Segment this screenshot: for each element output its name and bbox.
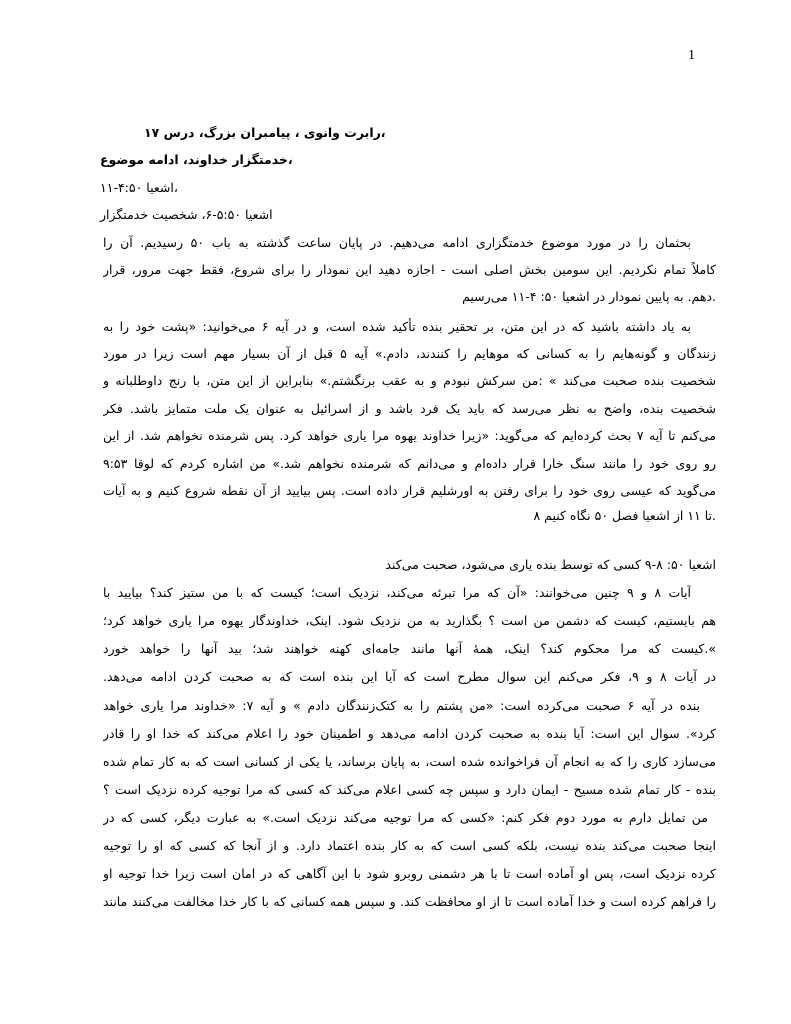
paragraph-line: می‌سازد کاری را که به انجام آن فراخوانده شده است، به پایان برساند، یا یکی از کسانی است که به کار تمام شده	[103, 754, 716, 769]
section-heading: اشعیا ۵۰: ۸-۹ کسی که توسط بنده یاری می‌شود، صحبت می‌کند	[385, 557, 716, 572]
paragraph-line: .تا ۱۱ از اشعیا فصل ۵۰ نگاه کنیم ۸	[533, 508, 716, 523]
section-heading: اشعیا ۵:۵۰-۶، شخصیت خدمتگزار	[100, 207, 273, 222]
paragraph-line: در آیات ۸ و ۹، فکر می‌کنم این سوال مطرح است که آیا این بنده است که به صحبت کردن ادامه می‌دهد.	[103, 669, 716, 684]
paragraph-line: ».کیست که مرا محکوم کند؟ اینک، همهٔ آنها مانند جامه‌ای کهنه خواهند شد؛ بید آنها را خواهد خورد	[103, 641, 716, 656]
paragraph-line: بنده در آیه ۶ صحبت می‌کرده است: «من پشتم را به کتک‌زنندگان دادم » و آیه ۷: «خداوند مرا یاری خواهد	[103, 698, 700, 713]
paragraph-line: آیات ۸ و ۹ چنین می‌خوانند: «آن که مرا تبرئه می‌کند، نزدیک است؛ کیست که با من ستیز کند؟ بیایید با	[103, 585, 691, 600]
document-subtitle: ،خدمتگزار خداوند، ادامه موضوع	[100, 152, 293, 167]
paragraph-line: شخصیت بنده صحبت می‌کند » :من سرکش نبودم و به عقب برنگشتم.» بنابراین از این متن، با رنج داوطلبانه و	[103, 373, 716, 388]
paragraph-line: کرده نزدیک است، پس او آماده است تا با هر دشمنی روبرو شود با این آگاهی که در امان است زیرا خدا توجیه او	[103, 866, 716, 881]
document-title: ،رابرت وانوی ، پیامبران بزرگ، درس ۱۷	[144, 125, 386, 140]
paragraph-line: من تمایل دارم به مورد دوم فکر کنم: «کسی که مرا توجیه می‌کند نزدیک است.» به عبارت دیگر، کسی که در	[103, 810, 708, 825]
paragraph-line: می‌گوید که عیسی روی خود را برای رفتن به اورشلیم قرار داده است. پس بیایید از آن نقطه شروع کنیم و به آیات	[103, 483, 716, 498]
paragraph-line: شخصیت بنده، واضح به نظر می‌رسد که باید یک فرد باشد و از اسرائیل به عنوان یک ملت متمایز باشد. فکر	[103, 401, 716, 416]
paragraph-line: را فراهم کرده است و خدا آماده است تا از او محافظت کند. و سپس همه کسانی که با کار خدا مخالفت می‌کنند مانند	[103, 894, 716, 909]
paragraph-line: کاملاً تمام نکردیم. این سومین بخش اصلی است - اجازه دهید این نمودار را برای شروع، فقط جهت مرور، قرار	[103, 262, 716, 277]
paragraph-line: بحثمان را در مورد موضوع خدمتگزاری ادامه می‌دهیم. در پایان ساعت گذشته به باب ۵۰ رسیدیم. آن را	[103, 235, 691, 250]
paragraph-line: رو روی خود را مانند سنگ خارا قرار داده‌ام و می‌دانم که شرمنده نخواهم شد.» من اشاره کردم که لوقا ۹:۵۳	[103, 456, 716, 471]
paragraph-line: اینجا صحبت می‌کند بنده نیست، بلکه کسی است که به کار بنده اعتماد دارد. و از آنجا که کسی که او را توجیه	[103, 838, 716, 853]
paragraph-line: به یاد داشته باشید که در این متن، بر تحقیر بنده تأکید شده است، و در آیه ۶ می‌خوانید: «پشت خود را به	[103, 319, 691, 334]
paragraph-line: زنندگان و گونه‌هایم را به کسانی که موهایم را کنندند، دادم.» آیه ۵ قبل از آن بسیار مهم است زیرا در مورد	[103, 346, 716, 361]
paragraph-line: بنده - کار تمام شده مسیح - ایمان دارد و سپس چه کسی اعلام می‌کند که کسی که مرا توجیه کرده نزدیک است ؟	[103, 782, 716, 797]
paragraph-line: .دهم. به پایین نمودار در اشعیا ۵۰: ۴-۱۱ می‌رسیم	[462, 289, 716, 304]
paragraph-line: کرد». سوال این است: آیا بنده به صحبت کردن ادامه می‌دهد و اطمینان خود را اعلام می‌کند که خدا او را قادر	[103, 726, 716, 741]
page-number: 1	[688, 48, 695, 63]
paragraph-line: هم بایستیم، کیست که دشمن من است ؟ بگذارید به من نزدیک شود. اینک، خداوندگار یهوه مرا یاری خواهد کرد؛	[103, 613, 716, 628]
passage-reference: ،اشعیا ۴:۵۰-۱۱	[100, 180, 178, 195]
paragraph-line: می‌کنم تا آیه ۷ بحث کرده‌ایم که می‌گوید: «زیرا خداوند یهوه مرا یاری خواهد کرد. پس شرمنده نخواهم شد. از این	[103, 428, 716, 443]
